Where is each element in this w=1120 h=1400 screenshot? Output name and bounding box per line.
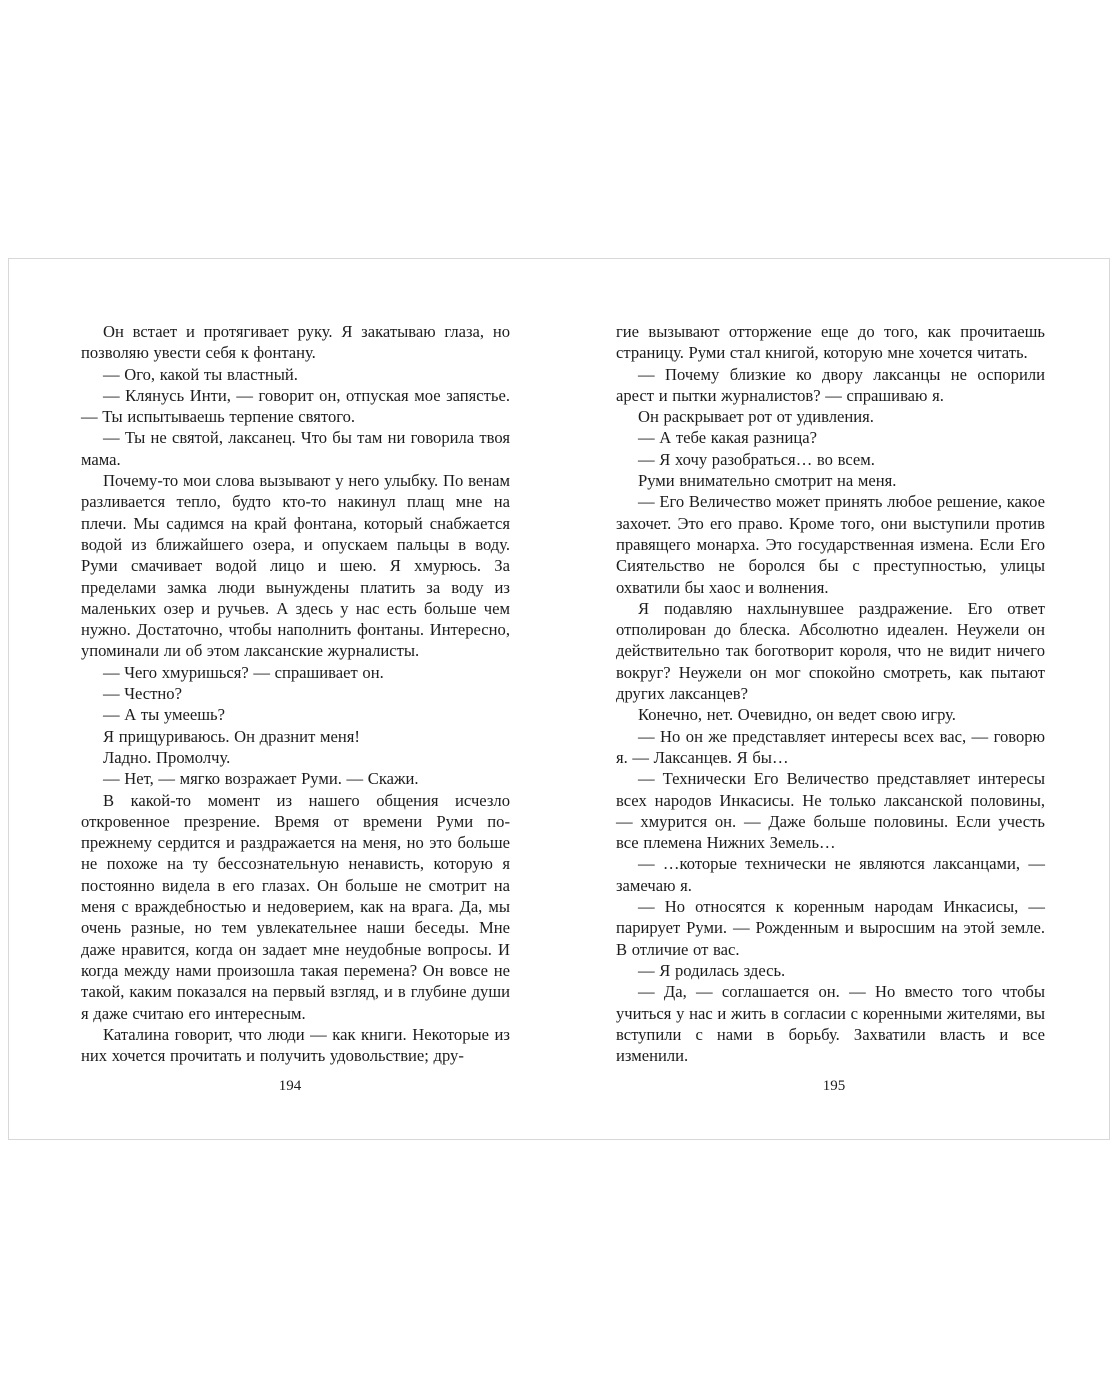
paragraph: — Нет, — мягко возражает Руми. — Скажи.: [103, 769, 419, 789]
paragraph: — Но он же представляет интересы всех вас, — говорю я. — Лаксанцев. Я бы…: [616, 726, 1045, 767]
paragraph: — Я хочу разобраться… во всем.: [638, 449, 875, 469]
paragraph: Он раскрывает рот от удивления.: [638, 407, 874, 427]
book-spread: [8, 258, 1110, 1140]
page-right-number: 195: [822, 1078, 846, 1094]
paragraph: — Ого, какой ты властный.: [103, 364, 298, 384]
paragraph: — Клянусь Инти, — говорит он, отпуская мое запястье. — Ты испытываешь терпение святого.: [81, 385, 510, 427]
paragraph: Почему-то мои слова вызывают у него улыбку. По венам разливается тепло, будто кто-то накинул плащ мне на плечи. Мы садимся на край фонтана, который снабжается водой из ближайшего озера, и опускаем пальцы в воду. Руми смачивает водой лицо и шею. Я хмурюсь. За пределами замка люди вынуждены платить за воду из маленьких озер и ручьев. А здесь у нас есть больше чем нужно. Достаточно, чтобы наполнить фонтаны. Интересно, упоминали ли об этом лаксанские журналисты.: [81, 471, 510, 661]
paragraph: — Честно?: [103, 684, 182, 704]
page-left-text: [81, 321, 510, 1066]
paragraph: — …которые технически не являются лаксанцами, — замечаю я.: [616, 854, 1045, 895]
paragraph: — А ты умеешь?: [103, 705, 225, 725]
paragraph: — Но относятся к коренным народам Инкасисы, — парирует Руми. — Рожденным и выросшим на этой земле. В отличие от вас.: [616, 897, 1045, 959]
paragraph: Я прищуриваюсь. Он дразнит меня!: [103, 726, 360, 746]
paragraph: — Я родилась здесь.: [638, 960, 786, 980]
paragraph: Каталина говорит, что люди — как книги. Некоторые из них хочется прочитать и получить удовольствие; дру-: [81, 1024, 510, 1066]
paragraph: — Ты не святой, лаксанец. Что бы там ни говорила твоя мама.: [81, 428, 510, 469]
paragraph: Конечно, нет. Очевидно, он ведет свою игру.: [638, 705, 956, 725]
paragraph: — Технически Его Величество представляет интересы всех народов Инкасисы. Не только лаксанской половины, — хмурится он. — Даже больше половины. Если учесть все племена Нижних Земель…: [616, 769, 1045, 853]
paragraph: Ладно. Промолчу.: [103, 747, 231, 767]
paragraph: Он встает и протягивает руку. Я закатываю глаза, но позволяю увести себя к фонтану.: [81, 322, 510, 363]
paragraph: — Чего хмуришься? — спрашивает он.: [103, 662, 384, 682]
paragraph: — Почему близкие ко двору лаксанцы не оспорили арест и пытки журналистов? — спрашиваю я.: [616, 364, 1045, 405]
paragraph: — Да, — соглашается он. — Но вместо того чтобы учиться у нас и жить в согласии с коренными жителями, вы вступили с нами в борьбу. Захватили власть и все изменили.: [616, 982, 1045, 1066]
page-left: [9, 259, 559, 1139]
paragraph: В какой-то момент из нашего общения исчезло откровенное презрение. Время от времени Руми по-прежнему сердится и раздражается на меня, но это больше не похоже на ту бессознательную ненависть, которую я постоянно видела в его глазах. Он больше не смотрит на меня с враждебностью и недоверием, как на врага. Да, мы очень разные, но тем увлекательнее наши беседы. Мне даже нравится, когда он задает мне неудобные вопросы. И когда между нами произошла такая перемена? Он вовсе не такой, каким показался на первый взгляд, и в глубине души я даже считаю его интересным.: [81, 790, 510, 1023]
paragraph: Я подавляю нахлынувшее раздражение. Его ответ отполирован до блеска. Абсолютно идеален. Неужели он действительно так боготворит короля, что не видит ничего вокруг? Неужели он мог спокойно смотреть, как пытают других лаксанцев?: [616, 598, 1045, 704]
page-right-text: [616, 321, 1045, 1066]
page-left-number: 194: [278, 1078, 302, 1094]
paragraph: — Его Величество может принять любое решение, какое захочет. Это его право. Кроме того, они выступили против правящего монарха. Это государственная измена. Если Его Сиятельство не боролся бы с преступностью, улицы охватили бы хаос и волнения.: [616, 492, 1045, 597]
paragraph: Руми внимательно смотрит на меня.: [638, 471, 897, 491]
page-right: [559, 259, 1109, 1139]
paragraph: — А тебе какая разница?: [638, 428, 817, 448]
paragraph: гие вызывают отторжение еще до того, как прочитаешь страницу. Руми стал книгой, которую мне хочется читать.: [616, 322, 1045, 363]
